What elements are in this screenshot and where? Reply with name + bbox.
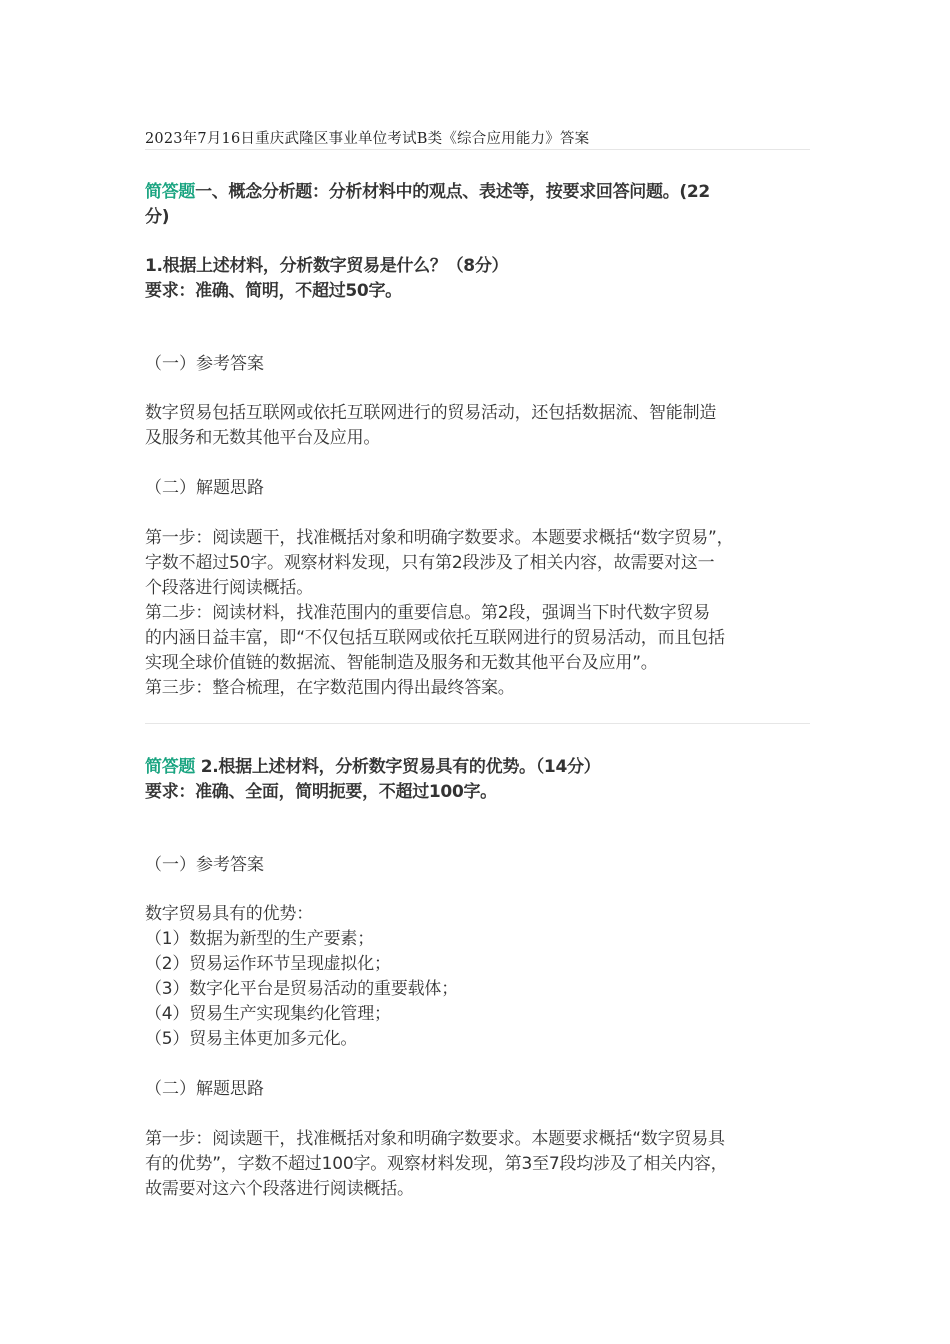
answer-line: （5）贸易主体更加多元化。 bbox=[145, 1029, 358, 1049]
approach-line: 第二步：阅读材料，找准范围内的重要信息。第2段，强调当下时代数字贸易 bbox=[145, 603, 711, 623]
approach-line: 第一步：阅读题干，找准概括对象和明确字数要求。本题要求概括“数字贸易具 bbox=[145, 1129, 725, 1149]
question1-title: 1.根据上述材料，分析数字贸易是什么？（8分） bbox=[145, 256, 509, 276]
section1-approach-label: （二）解题思路 bbox=[145, 478, 264, 498]
answer-line: （2）贸易运作环节呈现虚拟化； bbox=[145, 954, 391, 974]
approach-line: 有的优势”，字数不超过100字。观察材料发现，第3至7段均涉及了相关内容， bbox=[145, 1154, 728, 1174]
document-title: 2023年7月16日重庆武隆区事业单位考试B类《综合应用能力》答案 bbox=[145, 131, 590, 147]
question2-title: 2.根据上述材料，分析数字贸易具有的优势。（14分） bbox=[195, 757, 601, 777]
question1 bbox=[145, 254, 810, 304]
answer-line: （4）贸易生产实现集约化管理； bbox=[145, 1004, 391, 1024]
section1-approach bbox=[145, 526, 810, 701]
section1-answer-label: （一）参考答案 bbox=[145, 354, 264, 374]
title-divider bbox=[145, 149, 810, 150]
section2-approach-label: （二）解题思路 bbox=[145, 1079, 264, 1099]
approach-line: 字数不超过50字。观察材料发现，只有第2段涉及了相关内容，故需要对这一 bbox=[145, 553, 715, 573]
section1-heading-line2: 分) bbox=[145, 207, 170, 227]
approach-line: 实现全球价值链的数据流、智能制造及服务和无数其他平台及应用”。 bbox=[145, 653, 658, 673]
approach-line: 的内涵日益丰富，即“不仅包括互联网或依托互联网进行的贸易活动，而且包括 bbox=[145, 628, 725, 648]
section2-answer bbox=[145, 902, 810, 1052]
answer-line: 及服务和无数其他平台及应用。 bbox=[145, 428, 381, 448]
section1-answer bbox=[145, 401, 810, 451]
section1-heading-text: 一、概念分析题：分析材料中的观点、表述等，按要求回答问题。(22 bbox=[195, 182, 710, 202]
section2-approach bbox=[145, 1127, 810, 1202]
question1-requirement: 要求：准确、简明，不超过50字。 bbox=[145, 281, 402, 301]
section1-heading bbox=[145, 180, 810, 230]
section2-tag: 简答题 bbox=[145, 757, 196, 777]
approach-line: 第一步：阅读题干，找准概括对象和明确字数要求。本题要求概括“数字贸易”， bbox=[145, 528, 734, 548]
answer-line: 数字贸易具有的优势： bbox=[145, 904, 313, 924]
answer-line: （1）数据为新型的生产要素； bbox=[145, 929, 375, 949]
section2-answer-label: （一）参考答案 bbox=[145, 855, 264, 875]
answer-line: 数字贸易包括互联网或依托互联网进行的贸易活动，还包括数据流、智能制造 bbox=[145, 403, 717, 423]
approach-line: 故需要对这六个段落进行阅读概括。 bbox=[145, 1179, 414, 1199]
question2 bbox=[145, 755, 810, 805]
question2-requirement: 要求：准确、全面，简明扼要，不超过100字。 bbox=[145, 782, 497, 802]
answer-line: （3）数字化平台是贸易活动的重要载体； bbox=[145, 979, 459, 999]
approach-line: 个段落进行阅读概括。 bbox=[145, 578, 313, 598]
section1-tag: 简答题 bbox=[145, 182, 196, 202]
approach-line: 第三步：整合梳理，在字数范围内得出最终答案。 bbox=[145, 678, 515, 698]
section-divider bbox=[145, 723, 810, 724]
